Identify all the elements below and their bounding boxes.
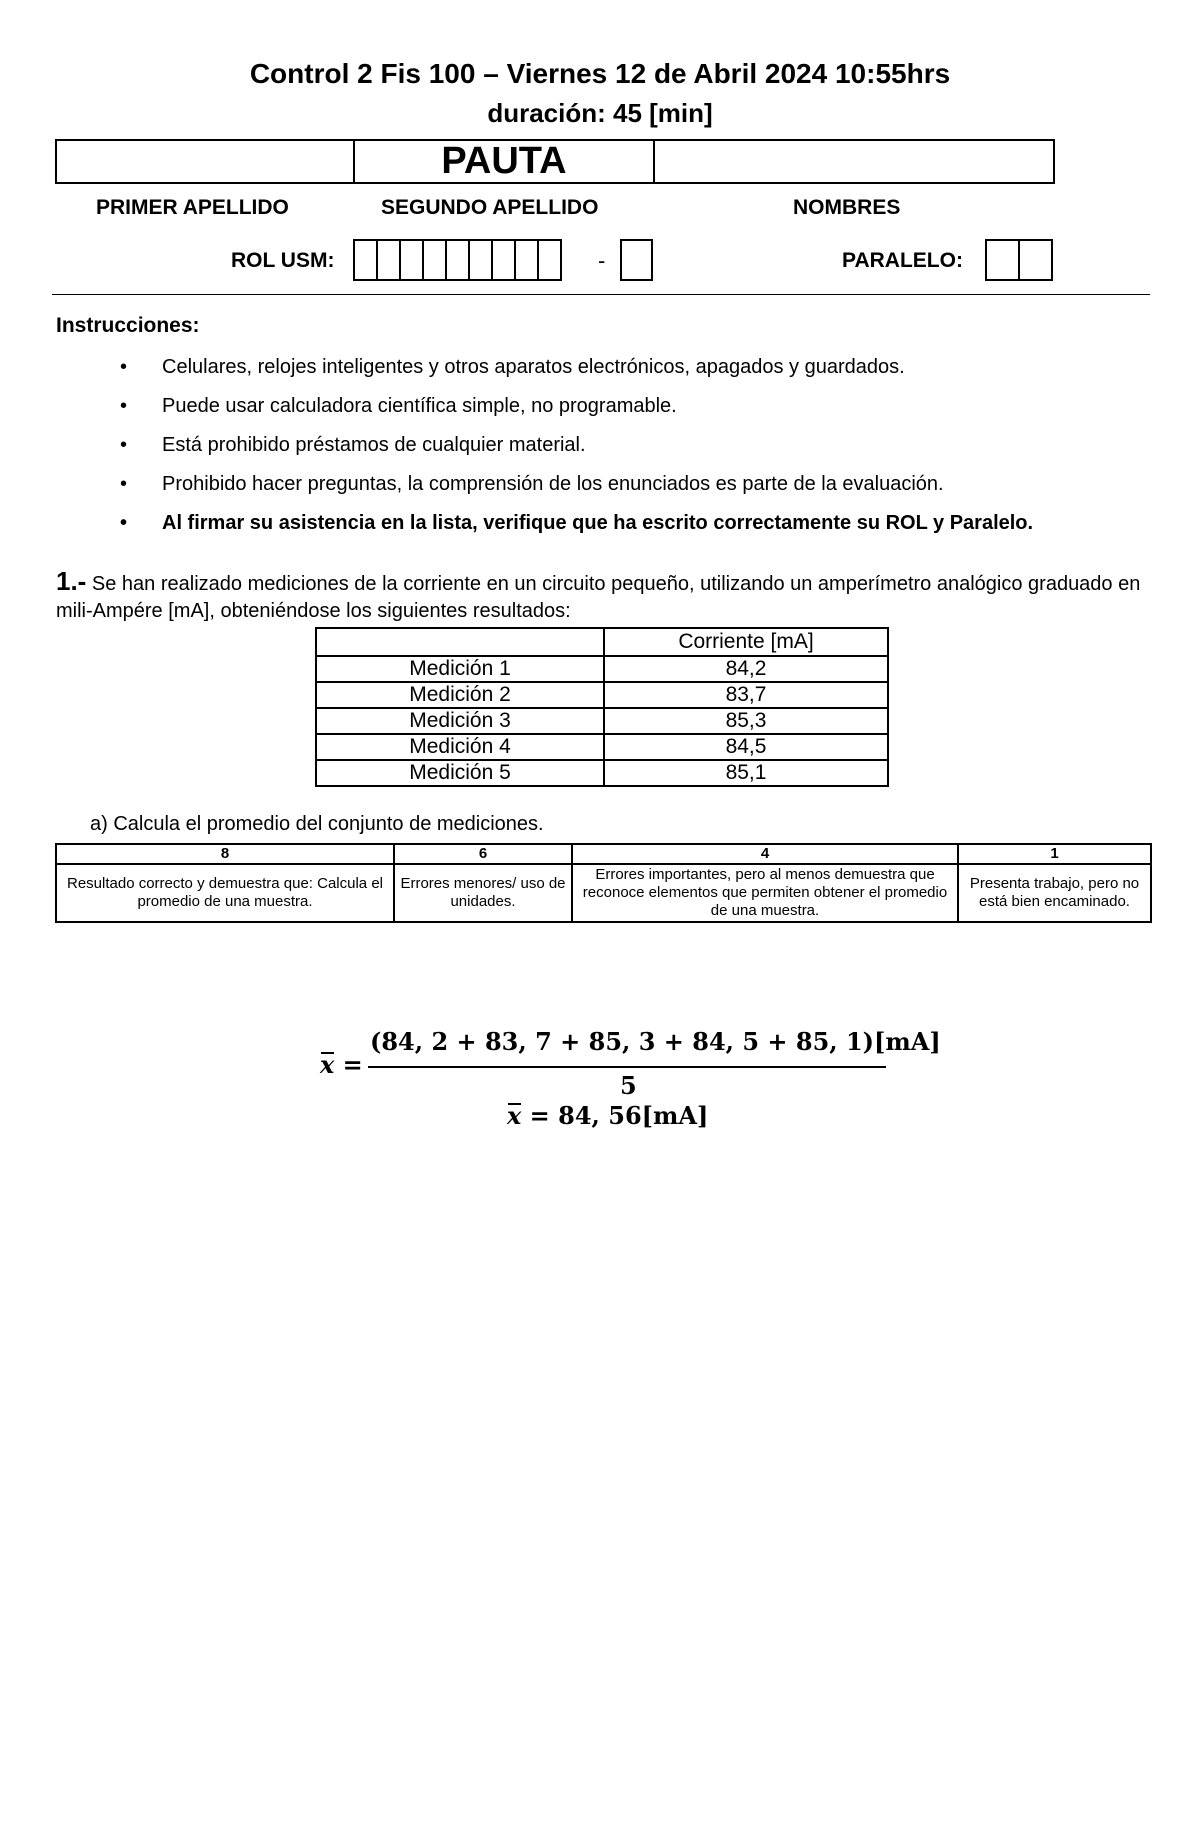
measurement-label: Medición 3 xyxy=(316,708,604,734)
formula-result xyxy=(507,1101,708,1130)
result-value: = 84, 56[mA] xyxy=(521,1101,709,1130)
exam-title: Control 2 Fis 100 – Viernes 12 de Abril 2024 10:55hrs xyxy=(249,58,951,89)
bullet-icon: • xyxy=(120,356,128,378)
table-header-cell xyxy=(316,628,604,656)
names-box[interactable] xyxy=(653,139,1055,184)
rol-digit-box[interactable] xyxy=(445,239,470,281)
second-surname-value: PAUTA xyxy=(441,140,567,182)
rol-label: ROL USM: xyxy=(231,249,335,272)
instruction-text: Celulares, relojes inteligentes y otros aparatos electrónicos, apagados y guardados. xyxy=(162,356,905,378)
rol-check-digit-boxes[interactable] xyxy=(620,239,651,281)
instruction-item xyxy=(120,354,1033,393)
paralelo-boxes[interactable] xyxy=(985,239,1051,281)
first-surname-box[interactable] xyxy=(55,139,355,184)
instruction-text: Está prohibido préstamos de cualquier material. xyxy=(162,434,586,456)
paralelo-digit-box[interactable] xyxy=(1018,239,1053,281)
bullet-icon: • xyxy=(120,395,128,417)
paralelo-digit-box[interactable] xyxy=(985,239,1020,281)
paralelo-label: PARALELO: xyxy=(842,249,963,272)
bullet-icon: • xyxy=(120,473,128,495)
rubric-score: 6 xyxy=(394,844,572,864)
rol-digit-boxes[interactable] xyxy=(353,239,560,281)
rol-digit-box[interactable] xyxy=(537,239,562,281)
instruction-item xyxy=(120,471,1033,510)
measurement-label: Medición 1 xyxy=(316,656,604,682)
measurement-label: Medición 2 xyxy=(316,682,604,708)
measurement-value: 84,2 xyxy=(604,656,888,682)
rubric-description: Presenta trabajo, pero no está bien encaminado. xyxy=(958,864,1151,922)
rubric-description: Errores importantes, pero al menos demuestra que reconoce elementos que permiten obtener el promedio de una muestra. xyxy=(572,864,958,922)
rol-check-digit-box[interactable] xyxy=(620,239,653,281)
measurements-table xyxy=(315,627,889,787)
instruction-text: Puede usar calculadora científica simple, no programable. xyxy=(162,395,677,417)
rol-digit-box[interactable] xyxy=(468,239,493,281)
measurement-value: 84,5 xyxy=(604,734,888,760)
rubric-description: Errores menores/ uso de unidades. xyxy=(394,864,572,922)
bullet-icon: • xyxy=(120,512,128,534)
rol-digit-box[interactable] xyxy=(491,239,516,281)
instruction-item xyxy=(120,393,1033,432)
table-row xyxy=(316,734,888,760)
rubric-score: 1 xyxy=(958,844,1151,864)
instruction-item xyxy=(120,432,1033,471)
exam-duration: duración: 45 [min] xyxy=(487,98,713,128)
instructions-title: Instrucciones: xyxy=(56,314,200,337)
rubric-table xyxy=(55,843,1152,923)
rol-digit-box[interactable] xyxy=(399,239,424,281)
rubric-score: 4 xyxy=(572,844,958,864)
names-label: NOMBRES xyxy=(793,196,901,219)
rubric-description-row xyxy=(56,864,1151,922)
question-1-statement xyxy=(56,568,1156,625)
rol-digit-box[interactable] xyxy=(376,239,401,281)
formula-numerator: (84, 2 + 83, 7 + 85, 3 + 84, 5 + 85, 1)[mA] xyxy=(370,1027,941,1056)
rol-separator: - xyxy=(598,248,606,273)
rol-digit-box[interactable] xyxy=(422,239,447,281)
table-header-cell: Corriente [mA] xyxy=(604,628,888,656)
rol-digit-box[interactable] xyxy=(514,239,539,281)
measurement-label: Medición 5 xyxy=(316,760,604,786)
question-text: Se han realizado mediciones de la corriente en un circuito pequeño, utilizando un amperímetro analógico graduado en mili-Ampére [mA], obteniéndose los siguientes resultados: xyxy=(56,573,1141,622)
rubric-score-row xyxy=(56,844,1151,864)
measurement-value: 83,7 xyxy=(604,682,888,708)
table-header-row xyxy=(316,628,888,656)
header-divider xyxy=(52,294,1150,295)
instruction-text: Al firmar su asistencia en la lista, verifique que ha escrito correctamente su ROL y Paralelo. xyxy=(162,512,1034,534)
mean-symbol: x xyxy=(320,1050,335,1079)
table-row xyxy=(316,682,888,708)
bullet-icon: • xyxy=(120,434,128,456)
instructions-list xyxy=(120,354,1033,549)
instruction-text: Prohibido hacer preguntas, la comprensión de los enunciados es parte de la evaluación. xyxy=(162,473,944,495)
measurement-value: 85,1 xyxy=(604,760,888,786)
question-1a: a) Calcula el promedio del conjunto de mediciones. xyxy=(90,813,544,835)
measurement-value: 85,3 xyxy=(604,708,888,734)
mean-symbol: x xyxy=(507,1101,522,1130)
rubric-description: Resultado correcto y demuestra que: Calcula el promedio de una muestra. xyxy=(56,864,394,922)
formula-lhs xyxy=(320,1050,363,1079)
table-row xyxy=(316,656,888,682)
fraction-bar xyxy=(368,1066,886,1068)
table-row xyxy=(316,760,888,786)
formula-denominator: 5 xyxy=(620,1071,637,1100)
second-surname-label: SEGUNDO APELLIDO xyxy=(381,196,599,219)
measurement-label: Medición 4 xyxy=(316,734,604,760)
instruction-item xyxy=(120,510,1033,549)
table-row xyxy=(316,708,888,734)
question-number: 1.- xyxy=(56,566,87,596)
second-surname-box[interactable] xyxy=(353,139,655,184)
rol-digit-box[interactable] xyxy=(353,239,378,281)
formula-equals: = xyxy=(334,1050,363,1079)
first-surname-label: PRIMER APELLIDO xyxy=(96,196,289,219)
rubric-score: 8 xyxy=(56,844,394,864)
